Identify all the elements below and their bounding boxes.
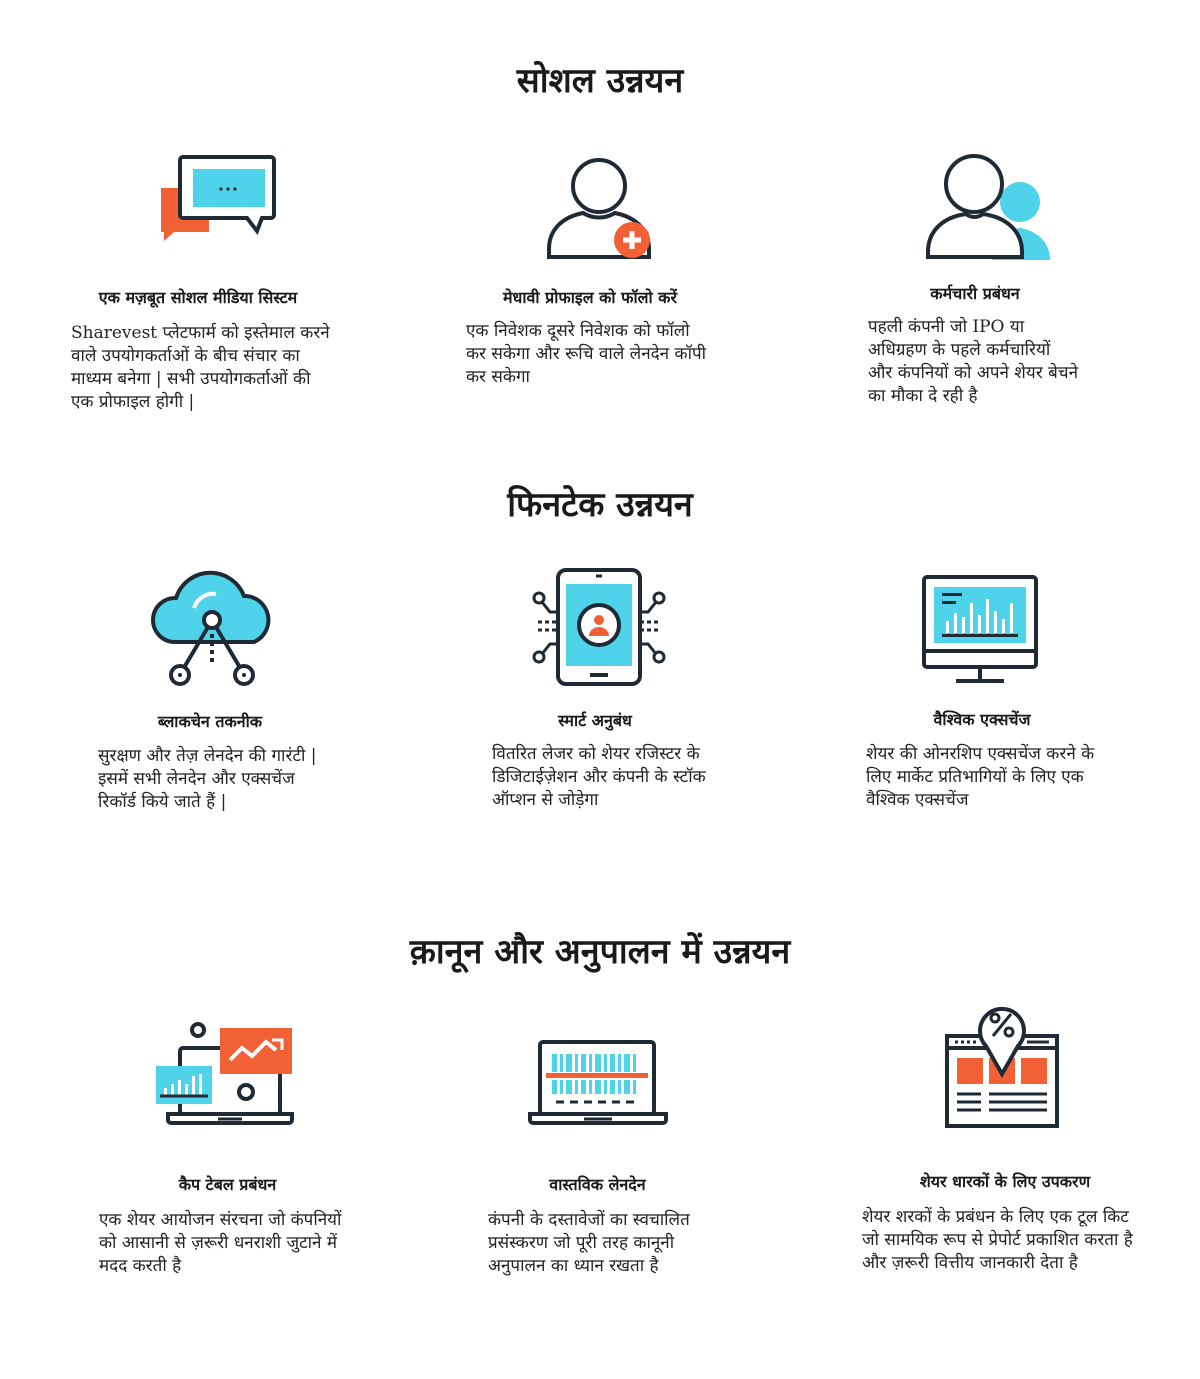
feature-description	[466, 320, 706, 389]
feature-title: शेयर धारकों के लिए उपकरण	[919, 1172, 1091, 1191]
description-line: इसमें सभी लेनदेन और एक्सचेंज	[98, 769, 295, 789]
feature-description	[862, 1206, 1133, 1275]
feature-title: कैप टेबल प्रबंधन	[178, 1175, 277, 1194]
section-title-social: सोशल उन्नयन	[516, 61, 684, 101]
laptop-barcode-icon	[526, 1038, 671, 1130]
smartphone-circuit-icon	[528, 568, 673, 688]
description-line: कर सकेगा और रूचि वाले लेनदेन कॉपी	[466, 344, 707, 364]
users-icon	[922, 152, 1052, 262]
monitor-chart-icon	[920, 573, 1042, 688]
description-line: डिजिटाईज़ेशन और कंपनी के स्टॉक	[492, 767, 706, 787]
description-line: और कंपनियों को अपने शेयर बेचने	[868, 363, 1079, 383]
description-line: माध्यम बनेगा | सभी उपयोगकर्ताओं की	[71, 369, 311, 389]
description-line: वाले उपयोगकर्ताओं के बीच संचार का	[71, 346, 300, 366]
description-line: वितरित लेजर को शेयर रजिस्टर के	[492, 744, 700, 764]
description-line: एक शेयर आयोजन संरचना जो कंपनियों	[99, 1210, 342, 1230]
section-title-legal: क़ानून और अनुपालन में उन्नयन	[409, 932, 791, 972]
description-line: का मौका दे रही है	[868, 386, 978, 406]
description-line: प्रसंस्करण जो पूरी तरह कानूनी	[488, 1233, 675, 1253]
description-line: और ज़रूरी वित्तीय जानकारी देता है	[862, 1253, 1078, 1273]
cloud-network-icon	[148, 568, 278, 690]
feature-title: वैश्विक एक्सचेंज	[933, 710, 1031, 729]
feature-title: मेधावी प्रोफाइल को फॉलो करें	[502, 288, 678, 307]
feature-title: कर्मचारी प्रबंधन	[930, 284, 1020, 303]
description-line: रिकॉर्ड किये जाते हैं |	[98, 792, 227, 812]
description-line: जो सामयिक रूप से प्रेपोर्ट प्रकाशित करता है	[862, 1230, 1133, 1250]
description-line: कर सकेगा	[466, 367, 530, 387]
laptop-analytics-icon	[152, 1022, 297, 1127]
feature-description	[492, 743, 706, 812]
feature-title: एक मज़बूत सोशल मीडिया सिस्टम	[98, 288, 298, 307]
description-line: पहली कंपनी जो IPO या	[868, 317, 1025, 337]
description-line: अधिग्रहण के पहले कर्मचारियों	[868, 340, 1051, 360]
feature-description	[99, 1209, 341, 1278]
section-title-fintech: फिनटेक उन्नयन	[507, 485, 693, 525]
feature-description	[488, 1209, 690, 1278]
description-line: सुरक्षण और तेज़ लेनदेन की गारंटी |	[98, 746, 317, 766]
description-line: ऑप्शन से जोड़ेगा	[492, 790, 599, 810]
description-line: वैश्विक एक्सचेंज	[866, 790, 969, 810]
feature-title: ब्लाकचेन तकनीक	[157, 712, 263, 731]
browser-discount-icon	[943, 998, 1061, 1130]
chat-bubbles-icon	[155, 152, 280, 252]
description-line: को आसानी से ज़रूरी धनराशी जुटाने में	[99, 1233, 338, 1253]
description-line: कंपनी के दस्तावेजों का स्वचालित	[488, 1210, 690, 1230]
feature-description	[71, 322, 330, 414]
description-line: अनुपालन का ध्यान रखता है	[488, 1256, 659, 1276]
feature-title: वास्तविक लेनदेन	[549, 1175, 646, 1194]
user-add-icon	[540, 152, 665, 264]
feature-description	[866, 743, 1094, 812]
feature-description	[98, 745, 317, 814]
description-line: Sharevest प्लेटफार्म को इस्तेमाल करने	[71, 323, 330, 343]
feature-description	[868, 316, 1078, 408]
description-line: एक निवेशक दूसरे निवेशक को फॉलो	[466, 321, 690, 341]
description-line: मदद करती है	[99, 1256, 182, 1276]
description-line: शेयर की ओनरशिप एक्सचेंज करने के	[866, 744, 1095, 764]
description-line: शेयर शरकों के प्रबंधन के लिए एक टूल किट	[862, 1207, 1129, 1227]
description-line: लिए मार्केट प्रतिभागियों के लिए एक	[866, 767, 1084, 787]
description-line: एक प्रोफाइल होगी |	[71, 392, 195, 412]
feature-title: स्मार्ट अनुबंध	[558, 711, 632, 730]
